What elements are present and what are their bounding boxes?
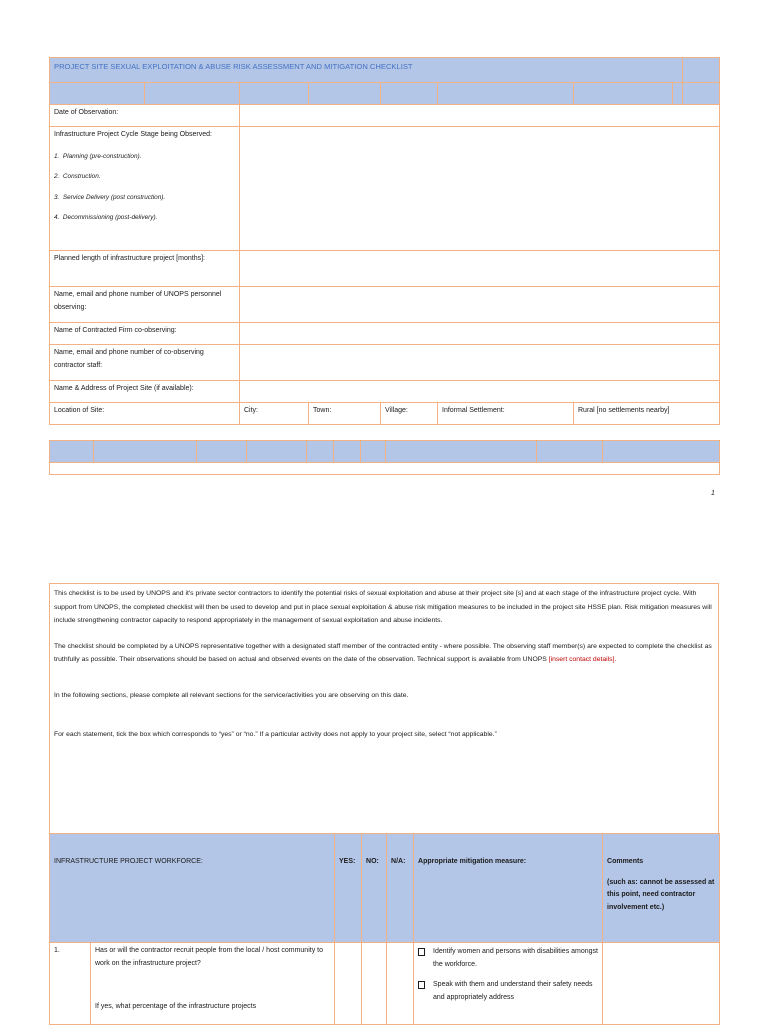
location-informal-settlement[interactable]: Informal Settlement: xyxy=(438,403,574,425)
intro-paragraph: In the following sections, please complete all relevant sections for the service/activities you are observing on this date. xyxy=(54,691,409,699)
mitigation-item: Identify women and persons with disabilities amongst the workforce. xyxy=(418,946,598,971)
question-number: 1. xyxy=(50,943,91,1025)
header-blank-cell xyxy=(683,58,720,83)
stage-item: 2. Construction. xyxy=(54,173,101,180)
location-city[interactable]: City: xyxy=(240,403,309,425)
na-checkbox[interactable] xyxy=(387,943,414,1025)
location-village[interactable]: Village: xyxy=(381,403,438,425)
location-town[interactable]: Town: xyxy=(309,403,381,425)
no-header: NO: xyxy=(362,834,387,943)
blank-table xyxy=(49,440,720,475)
mitigation-header: Appropriate mitigation measure: xyxy=(414,834,603,943)
checkbox-icon[interactable] xyxy=(418,948,425,956)
section-heading: INFRASTRUCTURE PROJECT WORKFORCE: xyxy=(50,834,335,943)
observation-table xyxy=(49,104,720,425)
site-address-label: Name & Address of Project Site (if available): xyxy=(50,381,240,403)
comments-input[interactable] xyxy=(603,943,720,1025)
no-checkbox[interactable] xyxy=(362,943,387,1025)
checklist-title: PROJECT SITE SEXUAL EXPLOITATION & ABUSE RISK ASSESSMENT AND MITIGATION CHECKLIST xyxy=(50,58,683,83)
yes-checkbox[interactable] xyxy=(335,943,362,1025)
date-input[interactable] xyxy=(240,105,720,127)
length-input[interactable] xyxy=(240,251,720,287)
contractor-staff-label: Name, email and phone number of co-observing contractor staff: xyxy=(50,345,240,381)
intro-paragraph: The checklist should be completed by a UNOPS representative together with a designated staff member of the contracted entity - where possible. The observing staff member(s) are expected to complete the checklist as truthfully as possible. Their observations should be based on actual and observed events on the date of the observation. Technical support is available from UNOPS [insert contact details]. xyxy=(54,642,712,663)
checkbox-icon[interactable] xyxy=(418,981,425,989)
intro-box xyxy=(49,583,719,833)
question-followup: If yes, what percentage of the infrastructure projects xyxy=(95,1003,257,1010)
mitigation-cell xyxy=(414,943,603,1025)
comments-header: Comments (such as: cannot be assessed at this point, need contractor involvement etc.) xyxy=(603,834,720,943)
contact-details-placeholder: [insert contact details]. xyxy=(548,656,617,663)
header-table xyxy=(49,57,720,105)
page-number: 1 xyxy=(711,490,715,497)
stage-label: Infrastructure Project Cycle Stage being Observed: xyxy=(54,131,212,138)
mitigation-item: Speak with them and understand their safety needs and appropriately address xyxy=(418,979,598,1004)
yes-header: YES: xyxy=(335,834,362,943)
contracted-firm-input[interactable] xyxy=(240,323,720,345)
unops-personnel-label: Name, email and phone number of UNOPS personnel observing: xyxy=(50,287,240,323)
unops-personnel-input[interactable] xyxy=(240,287,720,323)
stage-item: 1. Planning (pre-construction). xyxy=(54,152,142,160)
contracted-firm-label: Name of Contracted Firm co-observing: xyxy=(50,323,240,345)
stage-cell xyxy=(50,127,240,251)
stage-item: 3. Service Delivery (post construction). xyxy=(54,193,166,201)
question-text: Has or will the contractor recruit people from the local / host community to work on the infrastructure project? xyxy=(95,947,323,967)
na-header: N/A: xyxy=(387,834,414,943)
workforce-table xyxy=(49,833,720,1025)
length-label: Planned length of infrastructure project [months]: xyxy=(50,251,240,287)
comments-note: (such as: cannot be assessed at this point, need contractor involvement etc.) xyxy=(607,878,715,911)
contractor-staff-input[interactable] xyxy=(240,345,720,381)
date-label: Date of Observation: xyxy=(50,105,240,127)
question-cell xyxy=(91,943,335,1025)
stage-item: 4. Decommissioning (post-delivery). xyxy=(54,214,158,221)
intro-paragraph: For each statement, tick the box which corresponds to “yes” or “no.” If a particular activity does not apply to your project site, select “not applicable.” xyxy=(54,731,497,738)
stage-input[interactable] xyxy=(240,127,720,251)
intro-paragraph: This checklist is to be used by UNOPS and it's private sector contractors to identify the potential risks of sexual exploitation and abuse at their project site [s] and at each stage of the infrastructure project cycle. With support from UNOPS, the completed checklist will then be used to develop and put in place sexual exploitation & abuse risk mitigation measures to be included in the project site HSSE plan. Risk mitigation measures will include strengthening contractor capacity to respond appropriately in the management of sexual exploitation and abuse incidents. xyxy=(54,590,712,624)
location-rural[interactable]: Rural [no settlements nearby] xyxy=(574,403,720,425)
site-address-input[interactable] xyxy=(240,381,720,403)
location-label: Location of Site: xyxy=(50,403,240,425)
